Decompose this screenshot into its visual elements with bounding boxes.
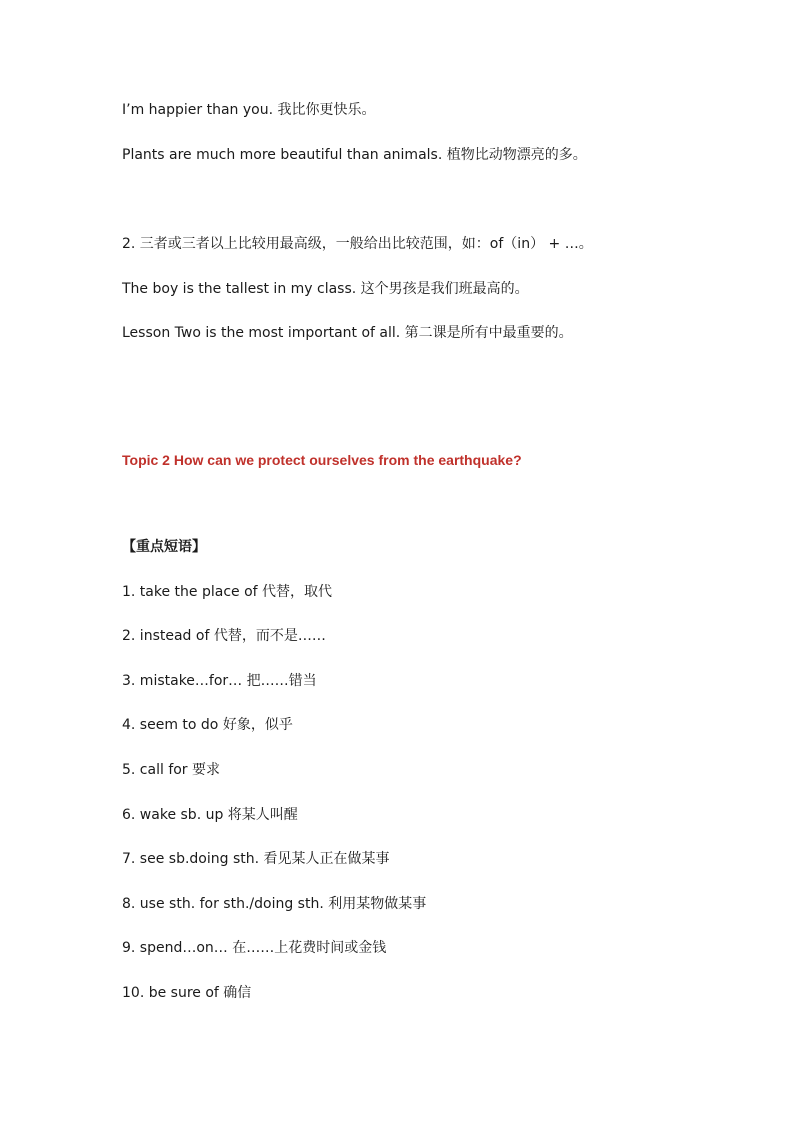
- phrase-item-5: 5. call for 要求: [122, 762, 221, 778]
- phrase-item-6: 6. wake sb. up 将某人叫醒: [122, 807, 298, 823]
- phrase-item-8: 8. use sth. for sth./doing sth. 利用某物做某事: [122, 896, 427, 912]
- superlative-example-2: Lesson Two is the most important of all. 第二课是所有中最重要的。: [122, 325, 573, 341]
- topic-title: Topic 2 How can we protect ourselves from the earthquake?: [122, 452, 522, 468]
- superlative-rule: 2. 三者或三者以上比较用最高级，一般给出比较范围，如：of（in） + …。: [122, 236, 593, 252]
- phrase-item-9: 9. spend…on… 在……上花费时间或金钱: [122, 940, 387, 956]
- phrase-item-7: 7. see sb.doing sth. 看见某人正在做某事: [122, 851, 390, 867]
- phrases-heading: 【重点短语】: [122, 539, 206, 555]
- phrase-item-10: 10. be sure of 确信: [122, 985, 252, 1001]
- comparative-example-2: Plants are much more beautiful than animals. 植物比动物漂亮的多。: [122, 147, 587, 163]
- phrase-item-4: 4. seem to do 好象，似乎: [122, 717, 293, 733]
- phrase-item-3: 3. mistake…for… 把……错当: [122, 673, 317, 689]
- superlative-example-1: The boy is the tallest in my class. 这个男孩是我们班最高的。: [122, 281, 529, 297]
- phrase-item-1: 1. take the place of 代替，取代: [122, 584, 333, 600]
- comparative-example-1: I’m happier than you. 我比你更快乐。: [122, 102, 376, 118]
- phrase-item-2: 2. instead of 代替，而不是……: [122, 628, 326, 644]
